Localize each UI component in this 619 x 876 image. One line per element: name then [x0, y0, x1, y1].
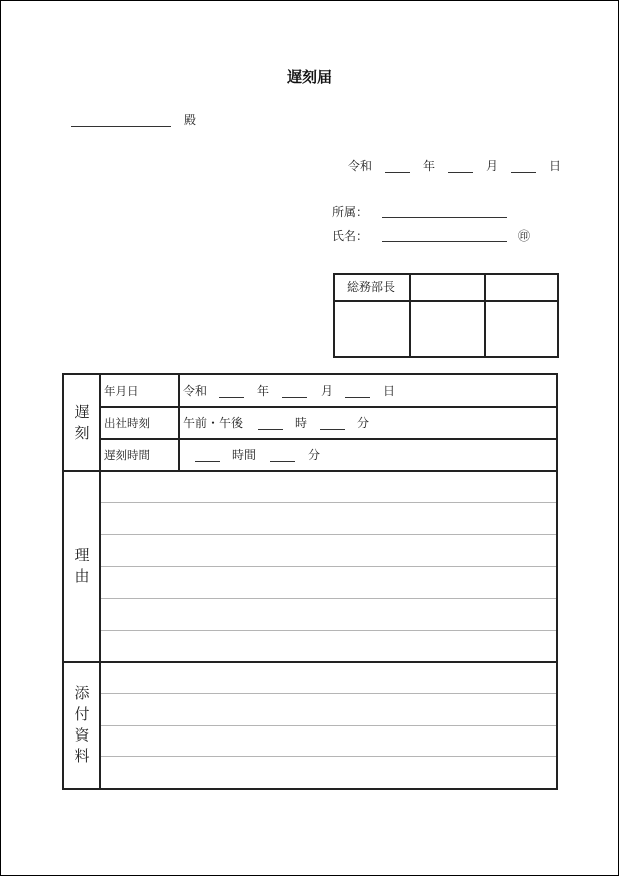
arrival-hour-field[interactable] [258, 429, 283, 430]
reason-text-area[interactable] [101, 472, 556, 660]
late-date-year-unit: 年 [257, 384, 270, 398]
addressee-suffix: 殿 [184, 113, 197, 127]
late-date-label: 年月日 [104, 384, 139, 398]
date-month-unit: 月 [486, 159, 499, 173]
approval-header-general-affairs: 総務部長 [347, 280, 396, 294]
late-date-era: 令和 [183, 384, 208, 398]
late-date-month-unit: 月 [321, 384, 334, 398]
late-label-text: 遅刻 [74, 403, 90, 442]
late-duration-hour-unit: 時間 [232, 448, 257, 462]
page-title: 遅刻届 [286, 68, 332, 86]
arrival-time-label: 出社時刻 [104, 416, 150, 430]
approval-stamp-cell-1[interactable] [337, 304, 407, 354]
approval-stamp-box [333, 273, 559, 358]
arrival-minute-field[interactable] [320, 429, 345, 430]
approval-col-divider-1 [409, 275, 411, 356]
approval-col-divider-2 [484, 275, 486, 356]
seal-mark: ㊞ [518, 229, 531, 243]
date-year-unit: 年 [423, 159, 436, 173]
approval-stamp-cell-3[interactable] [488, 304, 555, 354]
reason-section-label [64, 545, 100, 587]
report-table [62, 373, 558, 790]
date-year-field[interactable] [385, 172, 410, 173]
late-section-label [64, 402, 100, 444]
late-date-day-field[interactable] [345, 397, 370, 398]
date-month-field[interactable] [448, 172, 473, 173]
approval-stamp-cell-2[interactable] [413, 304, 482, 354]
late-sublabel-divider [178, 375, 180, 471]
late-duration-label: 遅刻時間 [104, 448, 150, 462]
late-date-month-field[interactable] [282, 397, 307, 398]
late-date-year-field[interactable] [219, 397, 244, 398]
attachment-text-area[interactable] [101, 663, 556, 788]
addressee-field[interactable] [71, 126, 171, 127]
arrival-minute-unit: 分 [357, 416, 370, 430]
approval-row-divider [335, 300, 557, 302]
late-duration-minute-unit: 分 [308, 448, 321, 462]
date-day-field[interactable] [511, 172, 536, 173]
arrival-ampm: 午前・午後 [183, 416, 244, 430]
reason-label-text: 理由 [74, 546, 90, 585]
date-era: 令和 [348, 159, 373, 173]
date-day-unit: 日 [549, 159, 562, 173]
attachment-section-label [64, 683, 100, 767]
affiliation-label: 所属： [332, 205, 369, 219]
late-duration-hour-field[interactable] [195, 461, 220, 462]
late-row-divider-1 [99, 406, 556, 408]
late-row-divider-2 [99, 438, 556, 440]
arrival-hour-unit: 時 [295, 416, 308, 430]
name-field[interactable] [382, 241, 507, 242]
late-duration-minute-field[interactable] [270, 461, 295, 462]
affiliation-field[interactable] [382, 217, 507, 218]
attachment-label-text: 添付資料 [74, 684, 90, 765]
name-label: 氏名： [332, 229, 369, 243]
late-date-day-unit: 日 [383, 384, 396, 398]
